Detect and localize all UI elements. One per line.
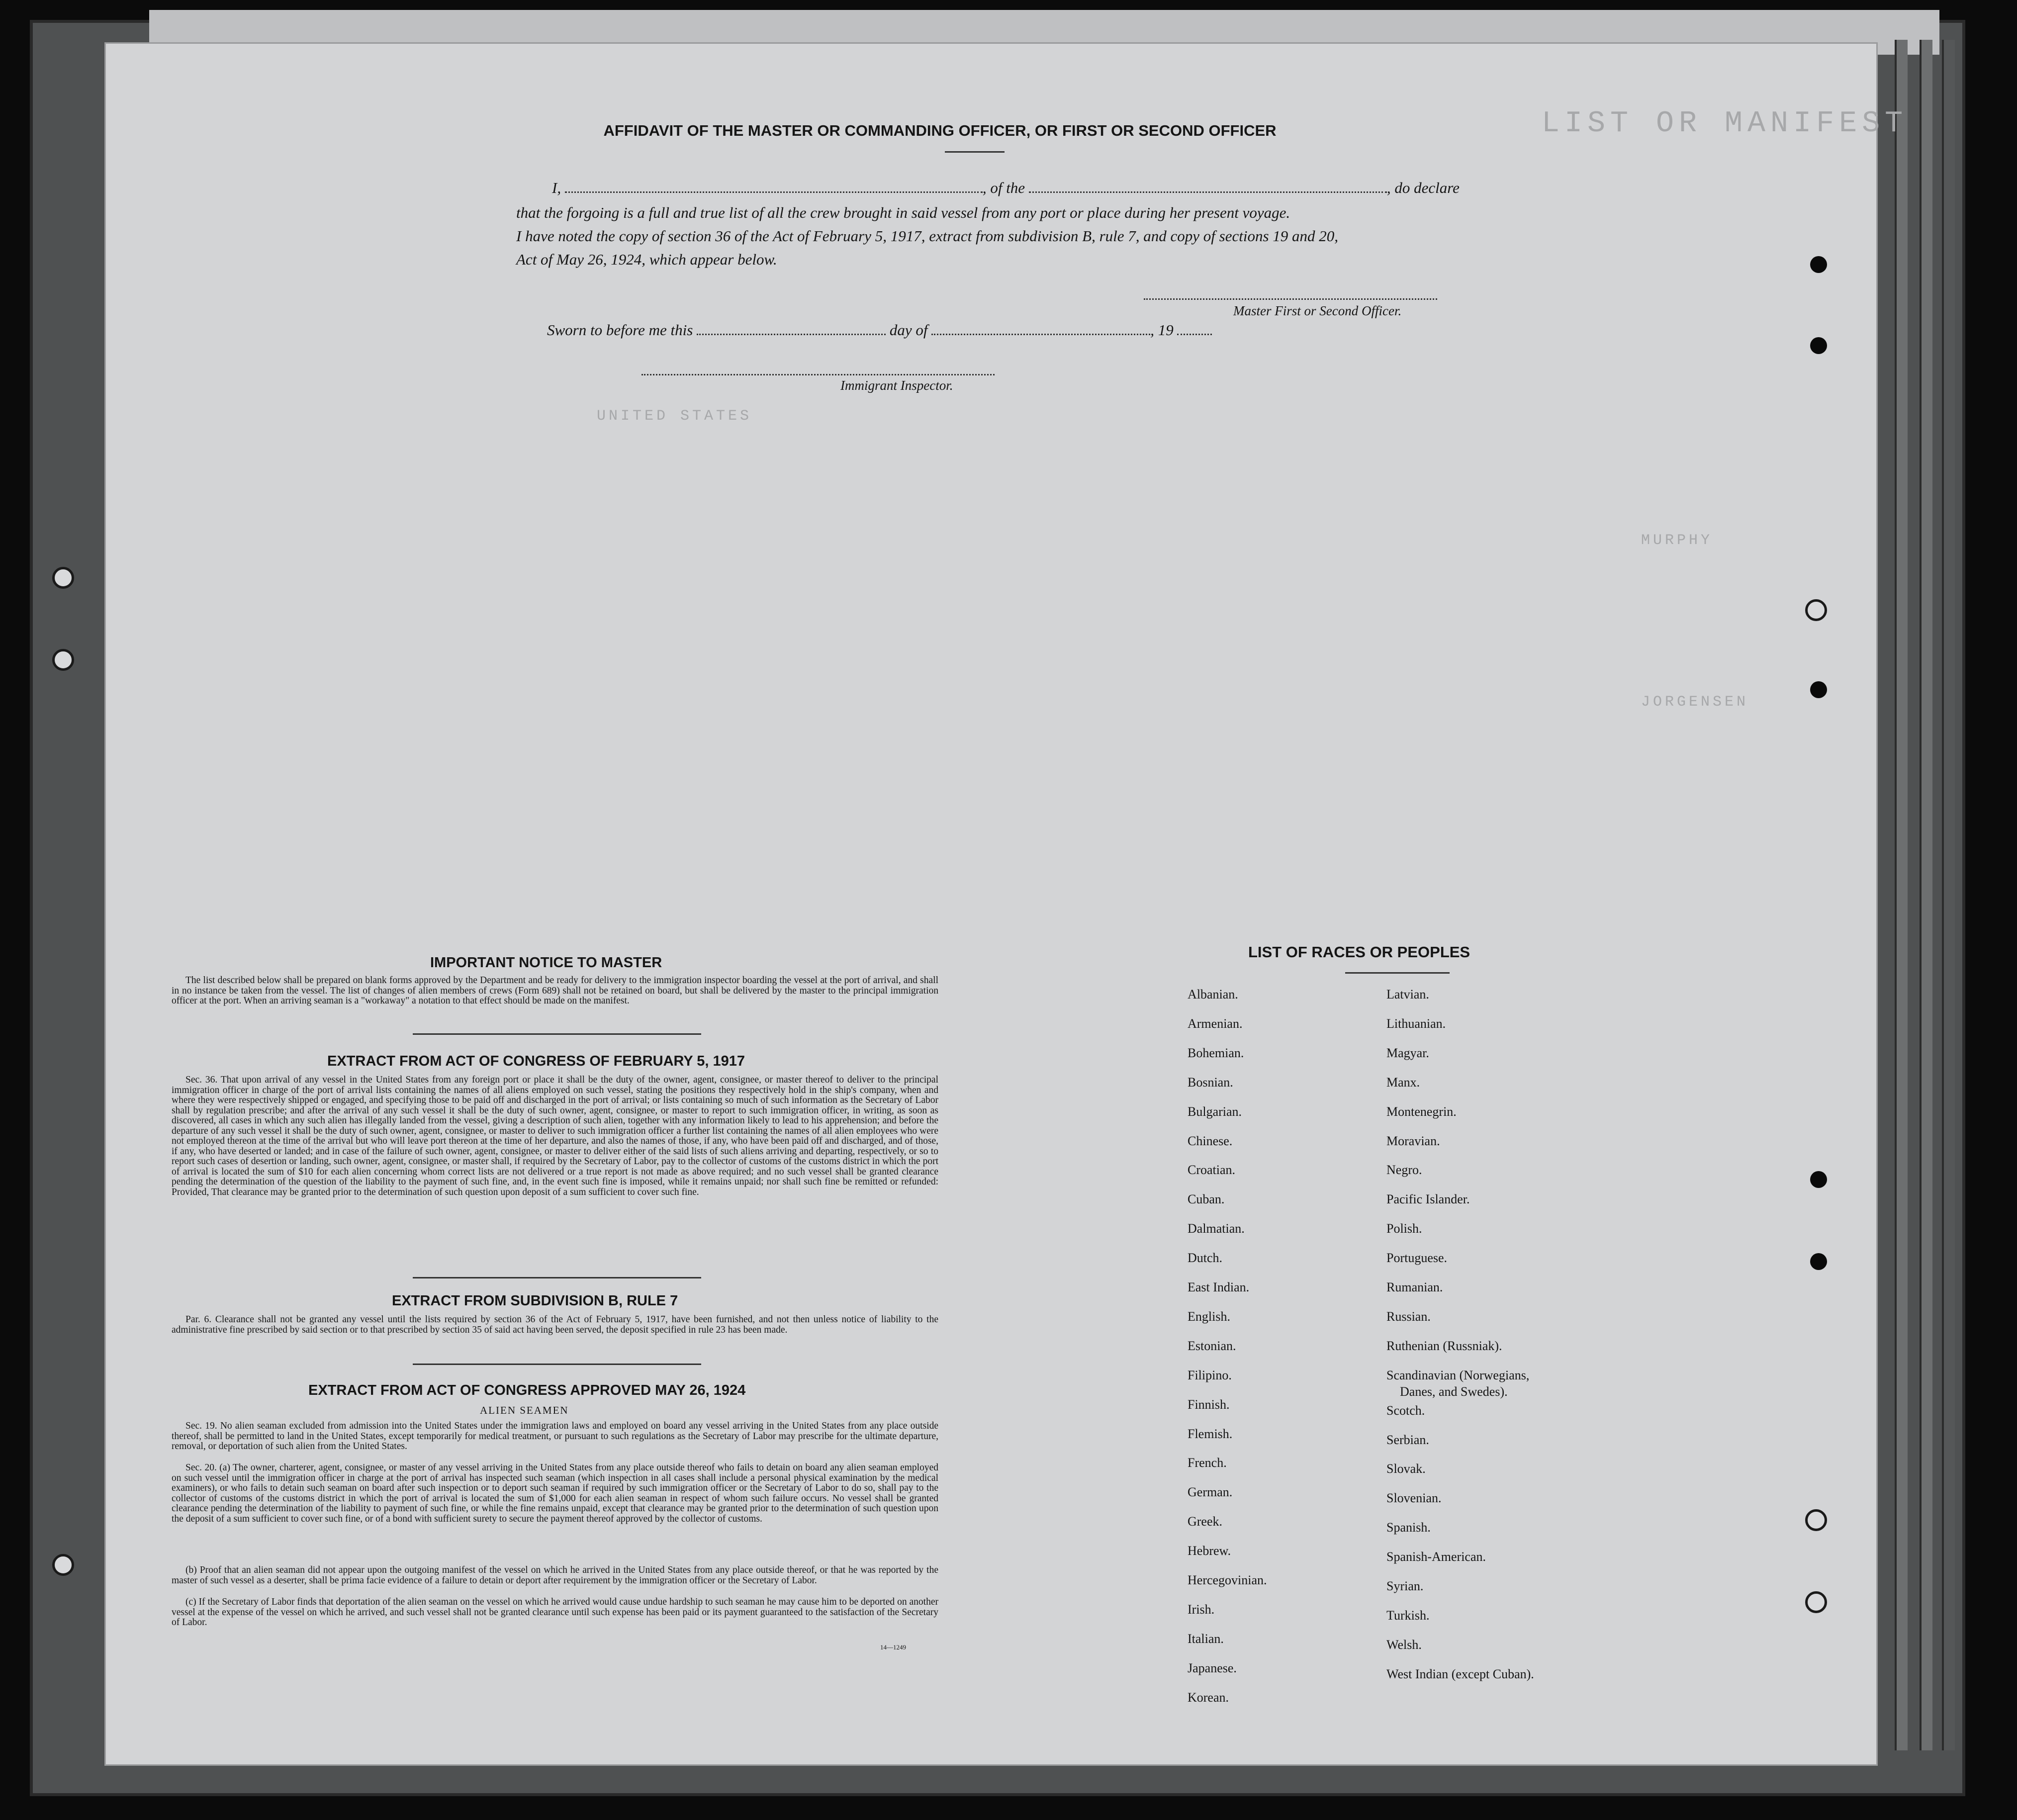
- race-item: Japanese.: [1188, 1660, 1237, 1675]
- race-item: Dalmatian.: [1188, 1221, 1245, 1236]
- binder-hole: [1810, 681, 1827, 698]
- year-blank[interactable]: [1177, 334, 1212, 335]
- binder-hole: [1810, 256, 1827, 273]
- race-item: Moravian.: [1386, 1133, 1440, 1148]
- race-item: Slovenian.: [1386, 1491, 1442, 1506]
- race-item: German.: [1188, 1485, 1233, 1500]
- affidavit-text: , do declare: [1386, 179, 1460, 196]
- divider: [945, 151, 1005, 153]
- sec20c-text: (c) If the Secretary of Labor finds that deportation of the alien seaman on the vessel on which he arrived would cause undue hardship to such seaman he may cause him to be deported on another vessel at the expense of the vessel on which he arrived, and such vessel shall not be granted clearance until such expense has been paid or its payment guaranteed to the satisfaction of the Secretary of Labor.: [172, 1597, 938, 1628]
- sworn-text: , 19: [1150, 321, 1174, 339]
- race-item: Italian.: [1188, 1631, 1224, 1646]
- race-item: Greek.: [1188, 1514, 1223, 1529]
- race-item: Bulgarian.: [1188, 1104, 1242, 1119]
- race-item: Rumanian.: [1386, 1280, 1443, 1294]
- race-item: Chinese.: [1188, 1133, 1233, 1148]
- race-item: Ruthenian (Russniak).: [1386, 1338, 1502, 1353]
- affidavit-line-2: that the forgoing is a full and true list of all the crew brought in said vessel from any port or place during her present voyage.: [516, 204, 1290, 221]
- extract-1924-title: EXTRACT FROM ACT OF CONGRESS APPROVED MAY 26, 1924: [308, 1382, 746, 1398]
- binder-hole: [52, 1554, 74, 1576]
- inspector-signature-caption: Immigrant Inspector.: [840, 378, 953, 393]
- affidavit-title: AFFIDAVIT OF THE MASTER OR COMMANDING OFFICER, OR FIRST OR SECOND OFFICER: [603, 122, 1277, 139]
- race-item: Finnish.: [1188, 1397, 1230, 1412]
- binder-hole: [1805, 1509, 1827, 1531]
- binder-hole: [52, 567, 74, 589]
- sec20a-text: Sec. 20. (a) The owner, charterer, agent, consignee, or master of any vessel arriving in the United States from any place outside thereof who fails to detain on board any alien seaman employed on such vessel until the immigration officer in charge at the port of arrival has inspected such seaman (which inspection in all cases shall include a personal physical examination by the medical examiners), or who fails to detain such seaman on board after such inspection or to deport such seaman if required by such immigration officer or the Secretary of Labor to do so, shall pay to the collector of customs of the customs district in which the port of arrival is located the sum of $1,000 for each alien seaman in respect of whom such failure occurs. No vessel shall be granted clearance pending the determination of the liability to payment of such fine, or while the fine remains unpaid, except that clearance may be granted prior to the determination of such question upon the deposit of a sum sufficient to cover such fine, or of a bond with sufficient surety to secure the payment thereof approved by the collector of customs.: [172, 1462, 938, 1524]
- race-item: Portuguese.: [1386, 1251, 1448, 1266]
- race-item: Filipino.: [1188, 1367, 1232, 1382]
- rule7-title: EXTRACT FROM SUBDIVISION B, RULE 7: [392, 1293, 678, 1309]
- binder-hole: [52, 649, 74, 671]
- divider: [413, 1033, 701, 1035]
- race-item: English.: [1188, 1309, 1230, 1324]
- bleedthrough-text: UNITED STATES: [597, 408, 752, 425]
- race-item: Spanish-American.: [1386, 1549, 1486, 1564]
- master-signature-caption: Master First or Second Officer.: [1233, 303, 1402, 318]
- affidavit-text: I,: [552, 179, 561, 196]
- page-edge: [1920, 40, 1932, 1750]
- race-item: Latvian.: [1386, 987, 1429, 1001]
- sec19-text: Sec. 19. No alien seaman excluded from admission into the United States under the immigration laws and employed on board any vessel arriving in the United States from any place outside thereof, shall be permitted to land in the United States, except temporarily for medical treatment, or pursuant to such regulations as the Secretary of Labor may prescribe for the ultimate departure, removal, or deportation of such alien from the United States.: [172, 1421, 938, 1452]
- binder-hole: [1805, 599, 1827, 621]
- race-item: Magyar.: [1386, 1045, 1429, 1060]
- day-blank[interactable]: [697, 334, 886, 335]
- race-item: Scandinavian (Norwegians,: [1386, 1367, 1530, 1382]
- race-item: Hercegovinian.: [1188, 1573, 1267, 1587]
- bleedthrough-text: LIST OR MANIFEST: [1542, 107, 1908, 141]
- sworn-line: [547, 321, 1212, 339]
- rule7-text: Par. 6. Clearance shall not be granted any vessel until the lists required by section 36 of the Act of February 5, 1917, have been furnished, and not then unless notice of liability to the administrative fine prescribed by said section or to that prescribed by section 35 of said act having been served, the deposit specified in rule 23 has been made.: [172, 1314, 938, 1335]
- notice-title: IMPORTANT NOTICE TO MASTER: [430, 955, 662, 971]
- race-item: Turkish.: [1386, 1608, 1430, 1623]
- month-blank[interactable]: [931, 334, 1150, 335]
- race-item: Pacific Islander.: [1386, 1192, 1470, 1207]
- race-item: Spanish.: [1386, 1520, 1431, 1535]
- divider: [413, 1364, 701, 1365]
- alien-seamen-subtitle: ALIEN SEAMEN: [480, 1404, 569, 1416]
- name-blank[interactable]: [565, 191, 983, 193]
- race-item: Bosnian.: [1188, 1075, 1233, 1090]
- binder-hole: [1805, 1591, 1827, 1613]
- master-signature-line[interactable]: [1144, 298, 1437, 300]
- binder-hole: [1810, 1253, 1827, 1270]
- sworn-text: Sworn to before me this: [547, 321, 693, 339]
- race-item: Slovak.: [1386, 1461, 1426, 1476]
- affidavit-line-3: I have noted the copy of section 36 of the Act of February 5, 1917, extract from subdivision B, rule 7, and copy of sections 19 and 20,: [516, 227, 1339, 245]
- race-item: Armenian.: [1188, 1016, 1243, 1031]
- vessel-blank[interactable]: [1029, 191, 1387, 193]
- race-item: Croatian.: [1188, 1163, 1236, 1178]
- race-item: Estonian.: [1188, 1338, 1236, 1353]
- race-item: French.: [1188, 1456, 1227, 1470]
- sworn-text: day of: [889, 321, 928, 339]
- race-item: Korean.: [1188, 1690, 1229, 1705]
- race-item: Cuban.: [1188, 1192, 1225, 1207]
- race-item: Welsh.: [1386, 1637, 1422, 1652]
- inspector-signature-line[interactable]: [642, 374, 995, 375]
- extract-1917-title: EXTRACT FROM ACT OF CONGRESS OF FEBRUARY 5, 1917: [327, 1053, 745, 1069]
- affidavit-line-1: [552, 179, 1460, 197]
- race-item: East Indian.: [1188, 1280, 1250, 1294]
- races-title: LIST OF RACES OR PEOPLES: [1248, 943, 1470, 961]
- race-item: Albanian.: [1188, 987, 1238, 1001]
- page-edge: [1895, 40, 1908, 1750]
- form-number: 14—1249: [880, 1643, 906, 1651]
- binder-hole: [1810, 337, 1827, 354]
- race-item: Flemish.: [1188, 1426, 1233, 1441]
- race-item: Russian.: [1386, 1309, 1431, 1324]
- race-item: West Indian (except Cuban).: [1386, 1666, 1534, 1681]
- race-item: Danes, and Swedes).: [1400, 1384, 1508, 1399]
- race-item: Polish.: [1386, 1221, 1422, 1236]
- race-item: Syrian.: [1386, 1579, 1424, 1593]
- affidavit-text: , of the: [982, 179, 1025, 196]
- race-item: Lithuanian.: [1386, 1016, 1446, 1031]
- race-item: Scotch.: [1386, 1403, 1425, 1418]
- race-item: Montenegrin.: [1386, 1104, 1457, 1119]
- notice-text: The list described below shall be prepared on blank forms approved by the Department and be ready for delivery to the immigration inspector boarding the vessel at the port of arrival, and shall in no instance be taken from the vessel. The list of changes of alien members of crews (Form 689) shall not be retained on board, but shall be delivered by the master to the principal immigration officer at the port. When an arriving seaman is a "workaway" a notation to that effect should be made on the manifest.: [172, 975, 938, 1006]
- divider: [1345, 972, 1450, 974]
- binder-hole: [1810, 1171, 1827, 1188]
- race-item: Manx.: [1386, 1075, 1420, 1090]
- race-item: Bohemian.: [1188, 1045, 1244, 1060]
- divider: [413, 1277, 701, 1278]
- bleedthrough-text: JORGENSEN: [1641, 694, 1749, 711]
- sec20b-text: (b) Proof that an alien seaman did not appear upon the outgoing manifest of the vessel on which he arrived in the United States from any place outside thereof, or that he was reported by the master of such vessel as a deserter, shall be prima facie evidence of a failure to detain or deport after requirement by the immigration officer or the Secretary of Labor.: [172, 1565, 938, 1586]
- affidavit-line-4: Act of May 26, 1924, which appear below.: [516, 251, 777, 268]
- bleedthrough-text: MURPHY: [1641, 532, 1713, 549]
- race-item: Serbian.: [1386, 1432, 1429, 1447]
- page-edge: [1942, 40, 1955, 1750]
- extract-1917-text: Sec. 36. That upon arrival of any vessel in the United States from any foreign port or place it shall be the duty of the owner, agent, consignee, or master thereof to deliver to the principal immigration officer in charge of the port of arrival lists containing the names of all aliens employed on such vessel, stating the positions they respectively hold in the ship's company, when and where they were respectively shipped or engaged, and specifying those to be paid off and discharged in the port of arrival; or lists containing so much of such information as the Secretary of Labor shall by regulation prescribe; and after the arrival of any such vessel it shall be the duty of such owner, agent, consignee, or master to report to such immigration officer, in writing, as soon as discovered, all cases in which any such alien has illegally landed from the vessel, giving a description of such alien, together with any information likely to lead to his apprehension; and before the departure of any such vessel it shall be the duty of such owner, agent, consignee, or master to deliver to such immigration officer a further list containing the names of all alien employees who were not employed thereon at the time of the arrival but who will leave port thereon at the time of her departure, and also the names of those, if any, who have been paid off and discharged, and of those, if any, who have deserted or landed; and in case of the failure of such owner, agent, consignee, or master to deliver either of the said lists of such aliens arriving and departing, respectively, or so to report such cases of desertion or landing, such owner, agent, consignee, or master shall, if required by the Secretary of Labor, pay to the collector of customs of the customs district in which the port of arrival is located the sum of $10 for each alien concerning whom correct lists are not delivered or a true report is not made as above required; and no such vessel shall be granted clearance pending the determination of the question of the liability to the payment of such fine, and, in the event such fine is imposed, while it remains unpaid; nor shall such fine be remitted or refunded: Provided, That clearance may be granted prior to the determination of such question upon deposit of a sum sufficient to cover such fine.: [172, 1075, 938, 1197]
- race-item: Irish.: [1188, 1602, 1215, 1617]
- race-item: Dutch.: [1188, 1251, 1223, 1266]
- race-item: Negro.: [1386, 1163, 1422, 1178]
- race-item: Hebrew.: [1188, 1544, 1231, 1558]
